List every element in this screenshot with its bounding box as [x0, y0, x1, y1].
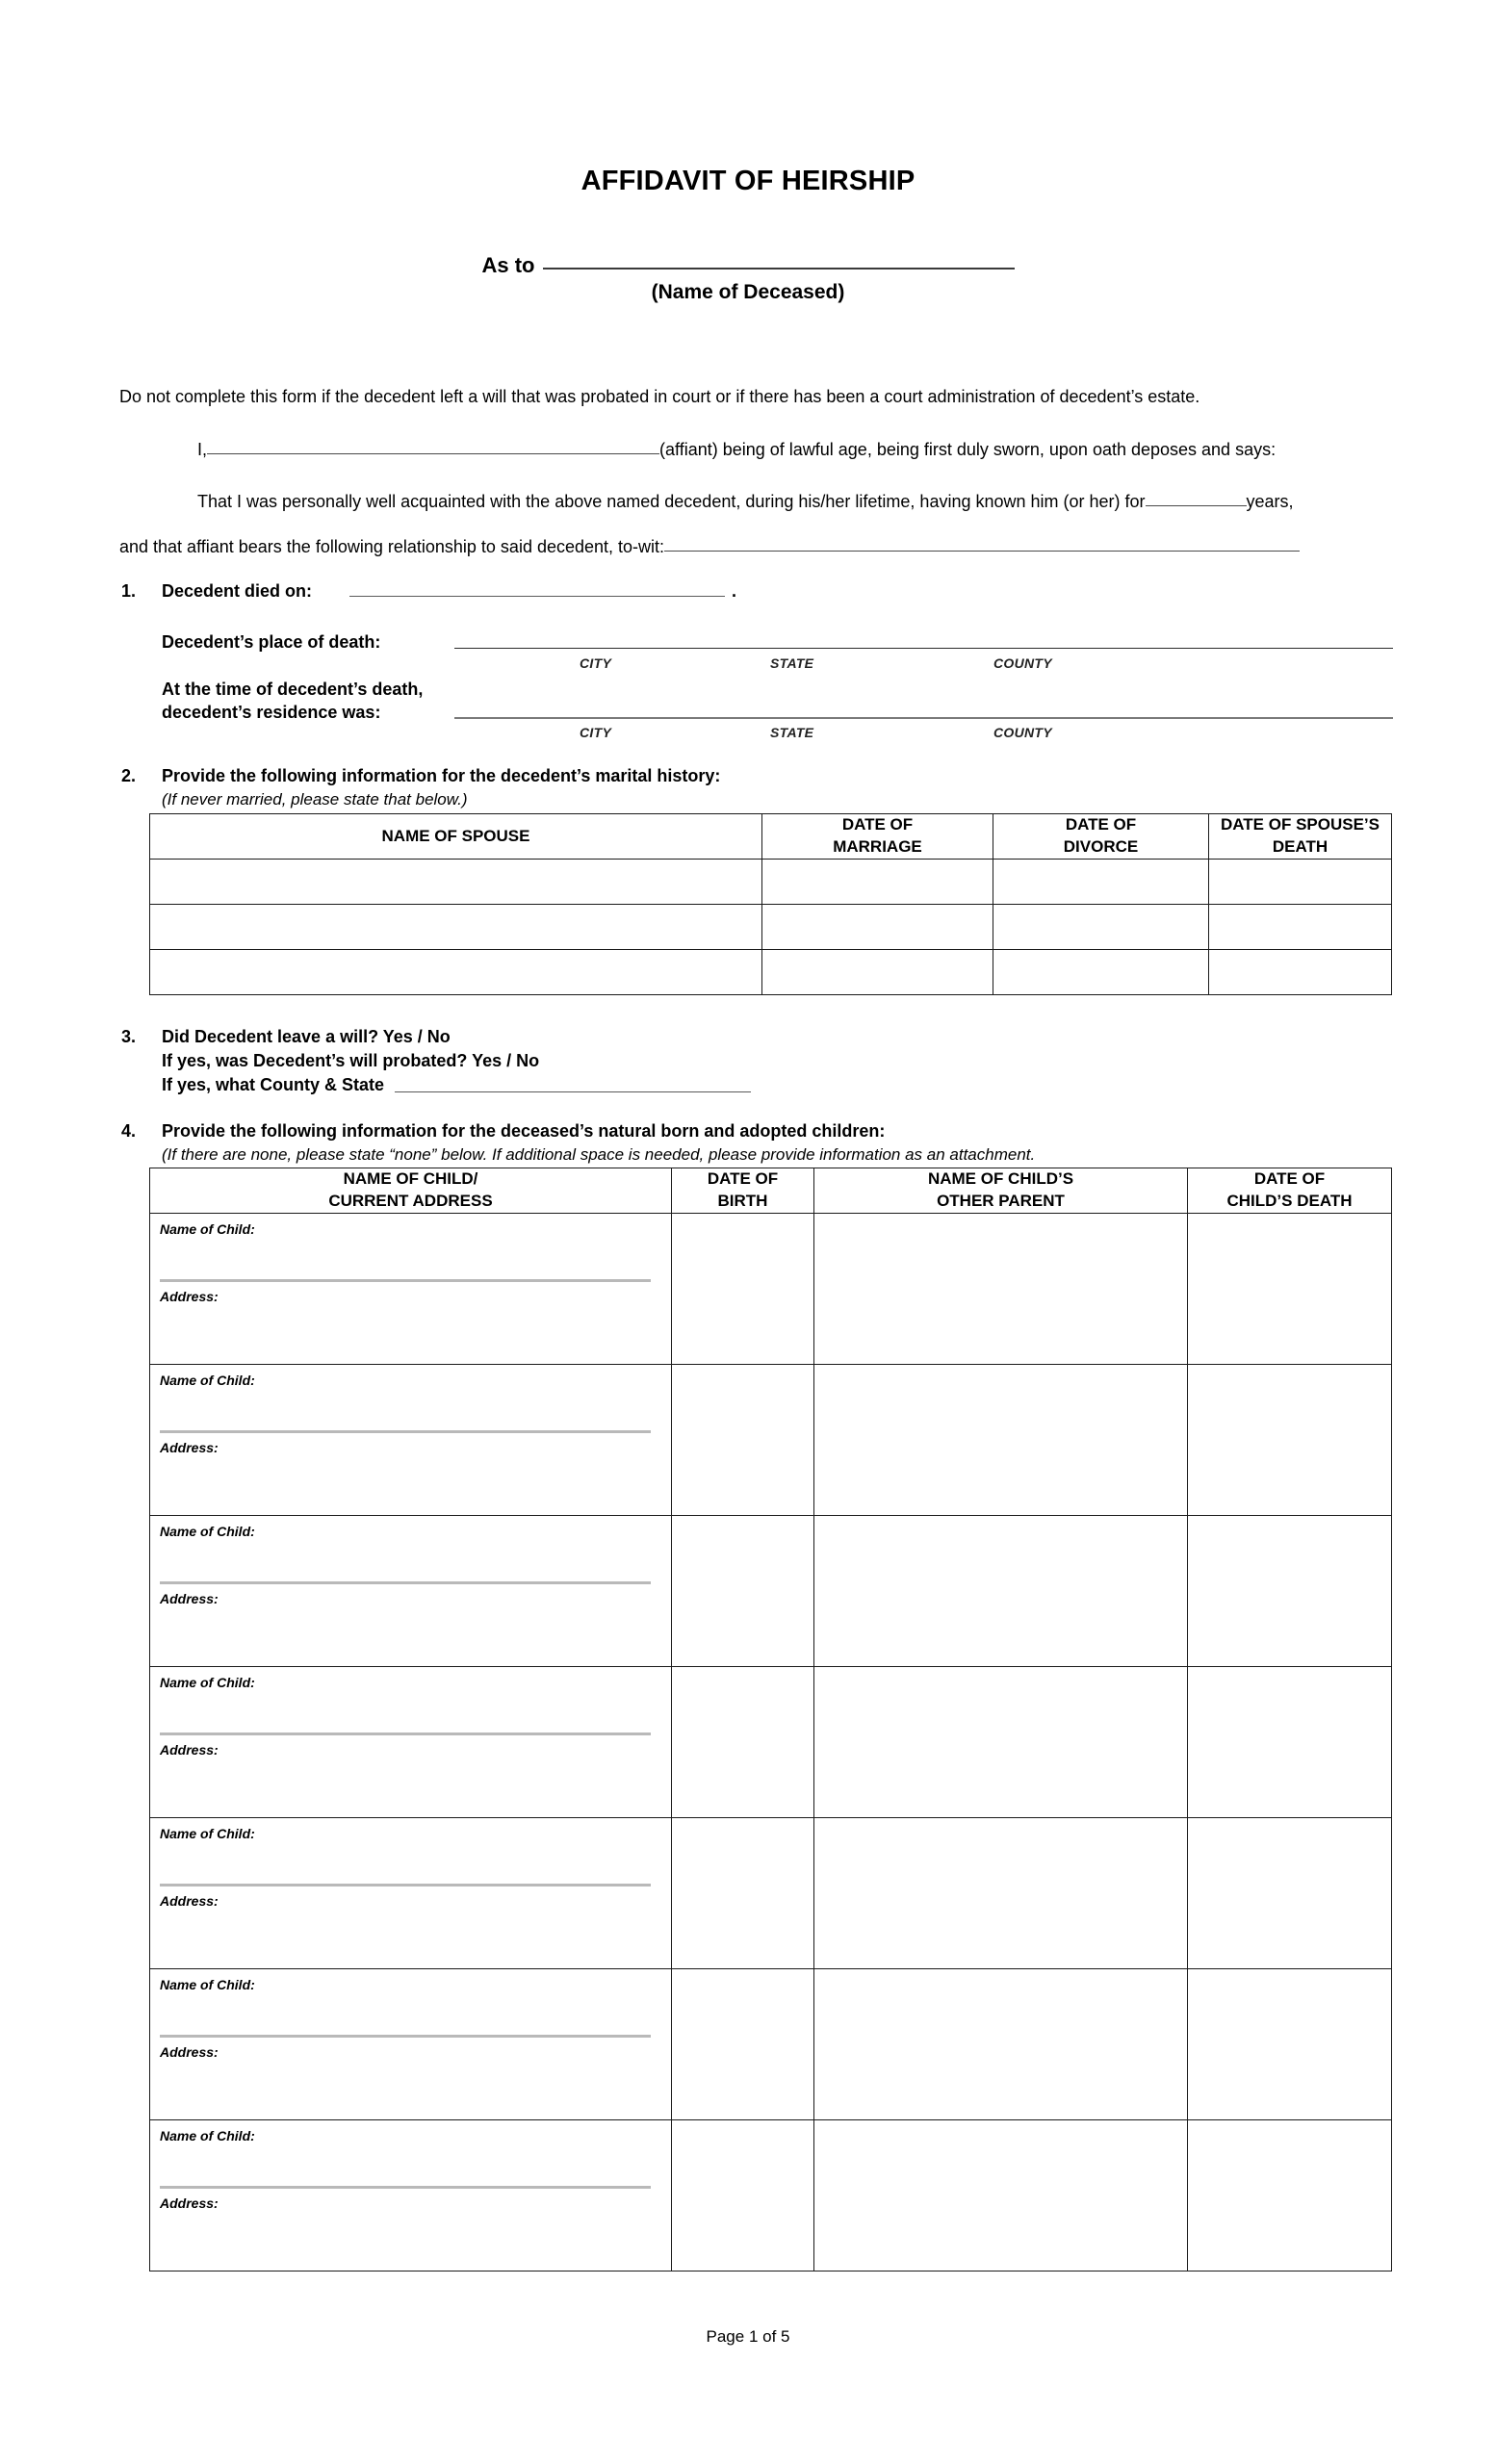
relationship-line: [119, 535, 1300, 558]
child-address-label: Address:: [160, 1741, 219, 1758]
spouse-col-divorce-line2: DIVORCE: [1063, 837, 1139, 856]
relationship-blank[interactable]: [664, 537, 1300, 552]
child-name-blank[interactable]: [160, 1279, 651, 1282]
place-of-death-label: Decedent’s place of death:: [162, 632, 381, 652]
child-name-address-cell[interactable]: [150, 1364, 672, 1515]
child-col-name-address: [150, 1168, 672, 1214]
child-address-label: Address:: [160, 1288, 219, 1304]
spouse-col-marriage: [762, 814, 993, 860]
child-name-label: Name of Child:: [160, 1372, 255, 1388]
residence-label-line2: decedent’s residence was:: [162, 703, 381, 722]
county-state-blank[interactable]: [395, 1091, 751, 1092]
died-on-period: .: [732, 581, 737, 601]
spouse-marriage-cell[interactable]: [762, 905, 993, 950]
item-2-heading: Provide the following information for the decedent’s marital history:: [162, 766, 721, 785]
spouse-death-cell[interactable]: [1209, 860, 1392, 905]
child-address-label: Address:: [160, 1439, 219, 1455]
child-death-cell[interactable]: [1188, 1364, 1392, 1515]
spouse-marriage-cell[interactable]: [762, 950, 993, 995]
child-col-name-line1: NAME OF CHILD/: [343, 1169, 478, 1188]
residence-county-label: COUNTY: [993, 725, 1052, 740]
child-name-address-cell[interactable]: [150, 1515, 672, 1666]
child-col-other-parent-line1: NAME OF CHILD’S: [927, 1169, 1074, 1188]
relationship-label: and that affiant bears the following relationship to said decedent, to-wit:: [119, 537, 665, 556]
residence-city-label: CITY: [580, 725, 612, 740]
child-other-parent-cell[interactable]: [814, 1817, 1188, 1968]
child-name-label: Name of Child:: [160, 1976, 255, 1992]
item-1-number: 1.: [121, 581, 137, 601]
child-name-blank[interactable]: [160, 1430, 651, 1433]
item-4-note: (If there are none, please state “none” below. If additional space is needed, please provide information as an attachment.: [162, 1145, 1036, 1164]
child-dob-cell[interactable]: [672, 1666, 814, 1817]
spouse-col-death: [1209, 814, 1392, 860]
child-dob-cell[interactable]: [672, 1364, 814, 1515]
child-name-label: Name of Child:: [160, 2127, 255, 2143]
item-3-will-question: Did Decedent leave a will? Yes / No: [162, 1027, 451, 1046]
child-other-parent-cell[interactable]: [814, 1666, 1188, 1817]
place-of-death-city-label: CITY: [580, 655, 612, 671]
child-name-address-cell[interactable]: [150, 2119, 672, 2271]
affiant-name-blank[interactable]: [207, 440, 659, 454]
child-col-birth: [672, 1168, 814, 1214]
child-other-parent-cell[interactable]: [814, 1213, 1188, 1364]
spouse-divorce-cell[interactable]: [993, 950, 1209, 995]
warning-text: Do not complete this form if the decedent left a will that was probated in court or if there has been a court administration of decedent’s estate.: [119, 387, 1200, 406]
marital-history-table: [149, 813, 1392, 995]
spouse-death-cell[interactable]: [1209, 905, 1392, 950]
child-name-address-cell[interactable]: [150, 1666, 672, 1817]
affiant-line: [197, 438, 1276, 461]
child-dob-cell[interactable]: [672, 1817, 814, 1968]
table-header-row: [150, 1168, 1392, 1214]
child-other-parent-cell[interactable]: [814, 1968, 1188, 2119]
deceased-name-blank[interactable]: [543, 248, 1015, 270]
table-row: [150, 1213, 1392, 1364]
as-to-label: As to: [481, 253, 535, 277]
acquainted-line: [197, 490, 1294, 513]
spouse-col-marriage-line2: MARRIAGE: [833, 837, 922, 856]
acquainted-suffix: years,: [1246, 492, 1294, 511]
child-name-label: Name of Child:: [160, 1523, 255, 1539]
spouse-name-cell[interactable]: [150, 950, 762, 995]
child-col-birth-line1: DATE OF: [707, 1169, 779, 1188]
table-header-row: [150, 814, 1392, 860]
spouse-name-cell[interactable]: [150, 860, 762, 905]
child-death-cell[interactable]: [1188, 1515, 1392, 1666]
child-other-parent-cell[interactable]: [814, 1364, 1188, 1515]
child-name-label: Name of Child:: [160, 1220, 255, 1237]
spouse-col-divorce-line1: DATE OF: [1065, 815, 1137, 834]
child-col-name-line2: CURRENT ADDRESS: [328, 1191, 493, 1210]
child-name-blank[interactable]: [160, 1732, 651, 1735]
table-row: [150, 1364, 1392, 1515]
child-name-blank[interactable]: [160, 1581, 651, 1584]
spouse-death-cell[interactable]: [1209, 950, 1392, 995]
item-3-county-state-label: If yes, what County & State: [162, 1075, 385, 1094]
item-4-heading: Provide the following information for the deceased’s natural born and adopted children:: [162, 1121, 886, 1141]
child-dob-cell[interactable]: [672, 2119, 814, 2271]
table-row: [150, 950, 1392, 995]
item-3-number: 3.: [121, 1027, 137, 1046]
spouse-col-marriage-line1: DATE OF: [841, 815, 914, 834]
child-other-parent-cell[interactable]: [814, 1515, 1188, 1666]
spouse-col-name: [150, 814, 762, 860]
child-death-cell[interactable]: [1188, 1666, 1392, 1817]
child-col-death: [1188, 1168, 1392, 1214]
child-death-cell[interactable]: [1188, 1213, 1392, 1364]
item-2-number: 2.: [121, 766, 137, 785]
child-col-other-parent-line2: OTHER PARENT: [937, 1191, 1065, 1210]
children-table: [149, 1168, 1392, 2272]
page-footer: Page 1 of 5: [706, 2327, 790, 2346]
died-on-blank[interactable]: [349, 596, 725, 597]
spouse-name-cell[interactable]: [150, 905, 762, 950]
child-death-cell[interactable]: [1188, 2119, 1392, 2271]
place-of-death-blank[interactable]: [454, 648, 1393, 649]
table-row: [150, 1666, 1392, 1817]
table-row: [150, 1515, 1392, 1666]
affiant-suffix: (affiant) being of lawful age, being first duly sworn, upon oath deposes and says:: [659, 440, 1277, 459]
spouse-col-divorce: [993, 814, 1209, 860]
child-address-label: Address:: [160, 1892, 219, 1909]
years-known-blank[interactable]: [1146, 492, 1247, 506]
child-col-death-line1: DATE OF: [1253, 1169, 1326, 1188]
table-row: [150, 1968, 1392, 2119]
child-address-label: Address:: [160, 1590, 219, 1606]
place-of-death-county-label: COUNTY: [993, 655, 1052, 671]
child-other-parent-cell[interactable]: [814, 2119, 1188, 2271]
residence-blank[interactable]: [454, 717, 1393, 719]
child-dob-cell[interactable]: [672, 1968, 814, 2119]
child-col-birth-line2: BIRTH: [717, 1191, 768, 1210]
child-death-cell[interactable]: [1188, 1968, 1392, 2119]
affiant-prefix: I,: [197, 440, 208, 459]
as-to-row: [0, 248, 1496, 278]
child-name-label: Name of Child:: [160, 1674, 255, 1690]
child-name-label: Name of Child:: [160, 1825, 255, 1841]
residence-label-line1: At the time of decedent’s death,: [162, 680, 424, 699]
child-dob-cell[interactable]: [672, 1515, 814, 1666]
child-col-death-line2: CHILD’S DEATH: [1226, 1191, 1353, 1210]
item-2-note: (If never married, please state that below.): [162, 790, 468, 808]
place-of-death-state-label: STATE: [770, 655, 814, 671]
spouse-marriage-cell[interactable]: [762, 860, 993, 905]
child-name-blank[interactable]: [160, 1884, 651, 1886]
child-name-address-cell[interactable]: [150, 1817, 672, 1968]
child-address-label: Address:: [160, 2194, 219, 2211]
table-row: [150, 860, 1392, 905]
name-of-deceased-caption: (Name of Deceased): [651, 281, 845, 303]
item-1-died-on-label: Decedent died on:: [162, 581, 313, 601]
child-name-address-cell[interactable]: [150, 1213, 672, 1364]
child-name-blank[interactable]: [160, 2035, 651, 2038]
child-name-address-cell[interactable]: [150, 1968, 672, 2119]
item-3-probate-question: If yes, was Decedent’s will probated? Yes / No: [162, 1051, 540, 1070]
child-dob-cell[interactable]: [672, 1213, 814, 1364]
spouse-col-name-line1: NAME OF SPOUSE: [381, 826, 530, 845]
table-row: [150, 1817, 1392, 1968]
child-death-cell[interactable]: [1188, 1817, 1392, 1968]
child-col-other-parent: [814, 1168, 1188, 1214]
item-4-number: 4.: [121, 1121, 137, 1141]
residence-state-label: STATE: [770, 725, 814, 740]
acquainted-prefix: That I was personally well acquainted with the above named decedent, during his/her lifetime, having known him (or her) for: [197, 492, 1146, 511]
spouse-col-death-line2: DEATH: [1272, 837, 1328, 856]
page-title: AFFIDAVIT OF HEIRSHIP: [580, 166, 916, 196]
spouse-divorce-cell[interactable]: [993, 860, 1209, 905]
spouse-col-death-line1: DATE OF SPOUSE’S: [1221, 815, 1380, 834]
table-row: [150, 905, 1392, 950]
table-row: [150, 2119, 1392, 2271]
child-name-blank[interactable]: [160, 2186, 651, 2189]
child-address-label: Address:: [160, 2043, 219, 2060]
spouse-divorce-cell[interactable]: [993, 905, 1209, 950]
